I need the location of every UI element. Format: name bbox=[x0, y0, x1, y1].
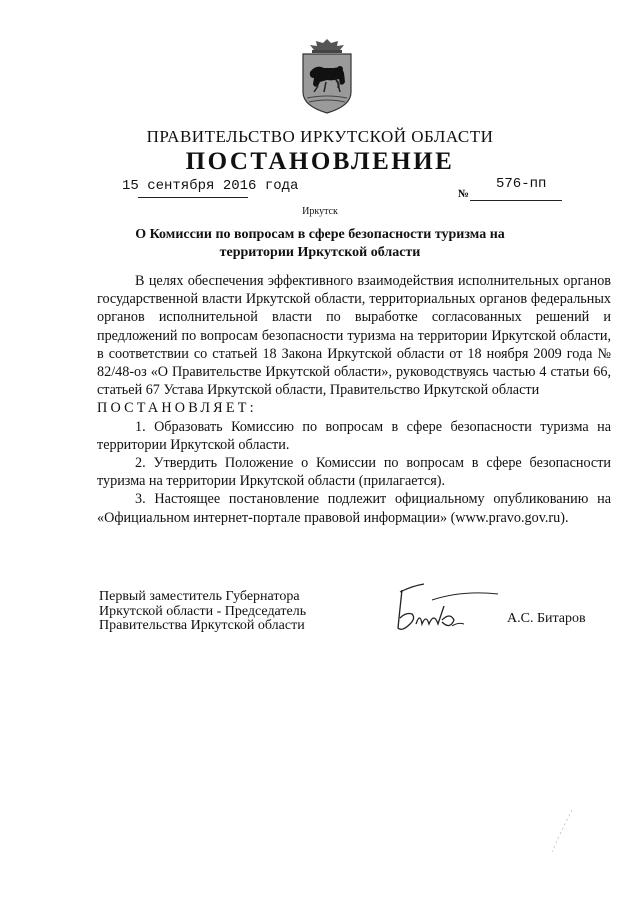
signatory-title-line: Первый заместитель Губернатора bbox=[99, 589, 300, 604]
date-underline bbox=[138, 197, 248, 198]
page-mark bbox=[548, 808, 578, 854]
resolves-heading: ПОСТАНОВЛЯЕТ: bbox=[97, 400, 257, 417]
number-underline bbox=[470, 200, 562, 201]
preamble-paragraph: В целях обеспечения эффективного взаимодействия исполнительных органов государственной власти Иркутской области, территориальных органов федеральных органов исполнительной власти по выработке согласованных решений и предложений по вопросам безопасности туризма на территории Иркутской области, в соответствии со статьей 18 Закона Иркутской области от 18 ноября 2009 года № 82/48-оз «О Правительстве Иркутской области», руководствуясь частью 4 статьи 66, статьей 67 Устава Иркутской области, Правительство Иркутской области bbox=[97, 273, 611, 399]
document-title: О Комиссии по вопросам в сфере безопасности туризма на территории Иркутской области bbox=[135, 227, 505, 260]
signatory-title bbox=[99, 590, 306, 634]
document-type: ПОСТАНОВЛЕНИЕ bbox=[185, 148, 455, 175]
irkutsk-coat-of-arms-icon bbox=[300, 38, 354, 114]
signatory-title-line: Правительства Иркутской области bbox=[99, 618, 305, 633]
handwritten-signature bbox=[392, 582, 502, 638]
document-date: 15 сентября 2016 года bbox=[122, 178, 299, 194]
signatory-title-line: Иркутской области - Председатель bbox=[99, 603, 307, 619]
document-city: Иркутск bbox=[302, 206, 338, 217]
resolution-item-3: 3. Настоящее постановление подлежит официальному опубликованию на «Официальном интернет-портале правовой информации» (www.pravo.gov.ru). bbox=[97, 491, 611, 526]
signatory-name: А.С. Битаров bbox=[507, 611, 586, 626]
resolution-item-1: 1. Образовать Комиссию по вопросам в сфере безопасности туризма на территории Иркутской области. bbox=[97, 418, 611, 453]
resolution-item-2: 2. Утвердить Положение о Комиссии по вопросам в сфере безопасности туризма на территории Иркутской области (прилагается). bbox=[97, 455, 611, 490]
number-label: № bbox=[458, 188, 470, 200]
issuing-authority: ПРАВИТЕЛЬСТВО ИРКУТСКОЙ ОБЛАСТИ bbox=[146, 127, 494, 146]
document-body bbox=[97, 272, 611, 527]
document-number: 576-пп bbox=[496, 176, 547, 192]
